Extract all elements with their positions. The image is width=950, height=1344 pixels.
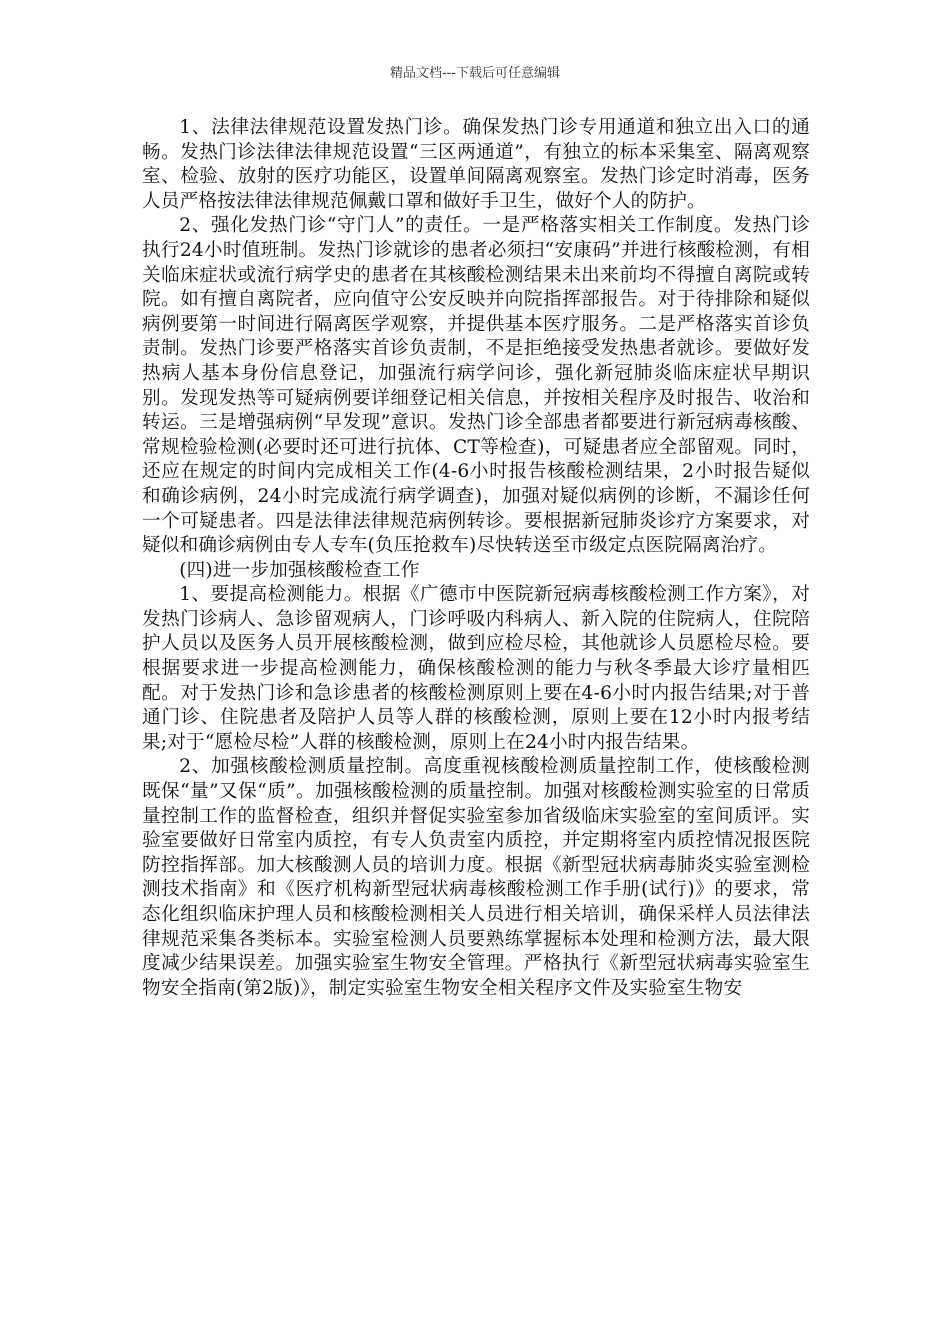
page-header: 精品文档---下载后可任意编辑 [389,66,561,81]
paragraph-fever-clinic-setup: 1、法律法律规范设置发热门诊。确保发热门诊专用通道和独立出入口的通畅。发热门诊法律法律规范设置“三区两通道”，有独立的标本采集室、隔离观察室、检验、放射的医疗功能区，设置单间隔离观察室。发热门诊定时消毒，医务人员严格按法律法律规范佩戴口罩和做好手卫生，做好个人的防护。 [142,117,810,212]
paragraph-fever-clinic-gatekeeper: 2、强化发热门诊“守门人”的责任。一是严格落实相关工作制度。发热门诊执行24小时值班制。发热门诊就诊的患者必须扫“安康码”并进行核酸检测，有相关临床症状或流行病学史的患者在其核酸检测结果未出来前均不得擅自离院或转院。如有擅自离院者，应向值守公安反映并向院指挥部报告。对于待排除和疑似病例要第一时间进行隔离医学观察，并提供基本医疗服务。二是严格落实首诊负责制。发热门诊要严格落实首诊负责制，不是拒绝接受发热患者就诊。要做好发热病人基本身份信息登记，加强流行病学问诊，强化新冠肺炎临床症状早期识别。发现发热等可疑病例要详细登记相关信息，并按相关程序及时报告、收治和转运。三是增强病例“早发现”意识。发热门诊全部患者都要进行新冠病毒核酸、常规检验检测(必要时还可进行抗体、CT等检查)，可疑患者应全部留观。同时，还应在规定的时间内完成相关工作(4-6小时报告核酸检测结果，2小时报告疑似和确诊病例，24小时完成流行病学调查)，加强对疑似病例的诊断，不漏诊任何一个可疑患者。四是法律法律规范病例转诊。要根据新冠肺炎诊疗方案要求，对疑似和确诊病例由专人专车(负压抢救车)尽快转送至市级定点医院隔离治疗。 [142,215,810,557]
section-heading-nucleic-acid: (四)进一步加强核酸检查工作 [179,559,420,581]
paragraph-testing-capacity: 1、要提高检测能力。根据《广德市中医院新冠病毒核酸检测工作方案》，对发热门诊病人、急诊留观病人，门诊呼吸内科病人、新入院的住院病人，住院陪护人员以及医务人员开展核酸检测，做到应检尽检，其他就诊人员愿检尽检。要根据要求进一步提高检测能力，确保核酸检测的能力与秋冬季最大诊疗量相匹配。对于发热门诊和急诊患者的核酸检测原则上要在4-6小时内报告结果;对于普通门诊、住院患者及陪护人员等人群的核酸检测，原则上要在12小时内报考结果;对于“愿检尽检”人群的核酸检测，原则上在24小时内报告结果。 [142,584,810,753]
document-body [142,116,810,1001]
paragraph-quality-control: 2、加强核酸检测质量控制。高度重视核酸检测质量控制工作，使核酸检测既保“量”又保“质”。加强核酸检测的质量控制。加强对核酸检测实验室的日常质量控制工作的监督检查，组织并督促实验室参加省级临床实验室的室间质评。实验室要做好日常室内质控，有专人负责室内质控，并定期将室内质控情况报医院防控指挥部。加大核酸测人员的培训力度。根据《新型冠状病毒肺炎实验室测检测技术指南》和《医疗机构新型冠状病毒核酸检测工作手册(试行)》的要求，常态化组织临床护理人员和核酸检测相关人员进行相关培训，确保采样人员法律法律规范采集各类标本。实验室检测人员要熟练掌握标本处理和检测方法，最大限度减少结果误差。加强实验室生物安全管理。严格执行《新型冠状病毒实验室生物安全指南(第2版)》，制定实验室生物安全相关程序文件及实验室生物安 [142,756,810,999]
